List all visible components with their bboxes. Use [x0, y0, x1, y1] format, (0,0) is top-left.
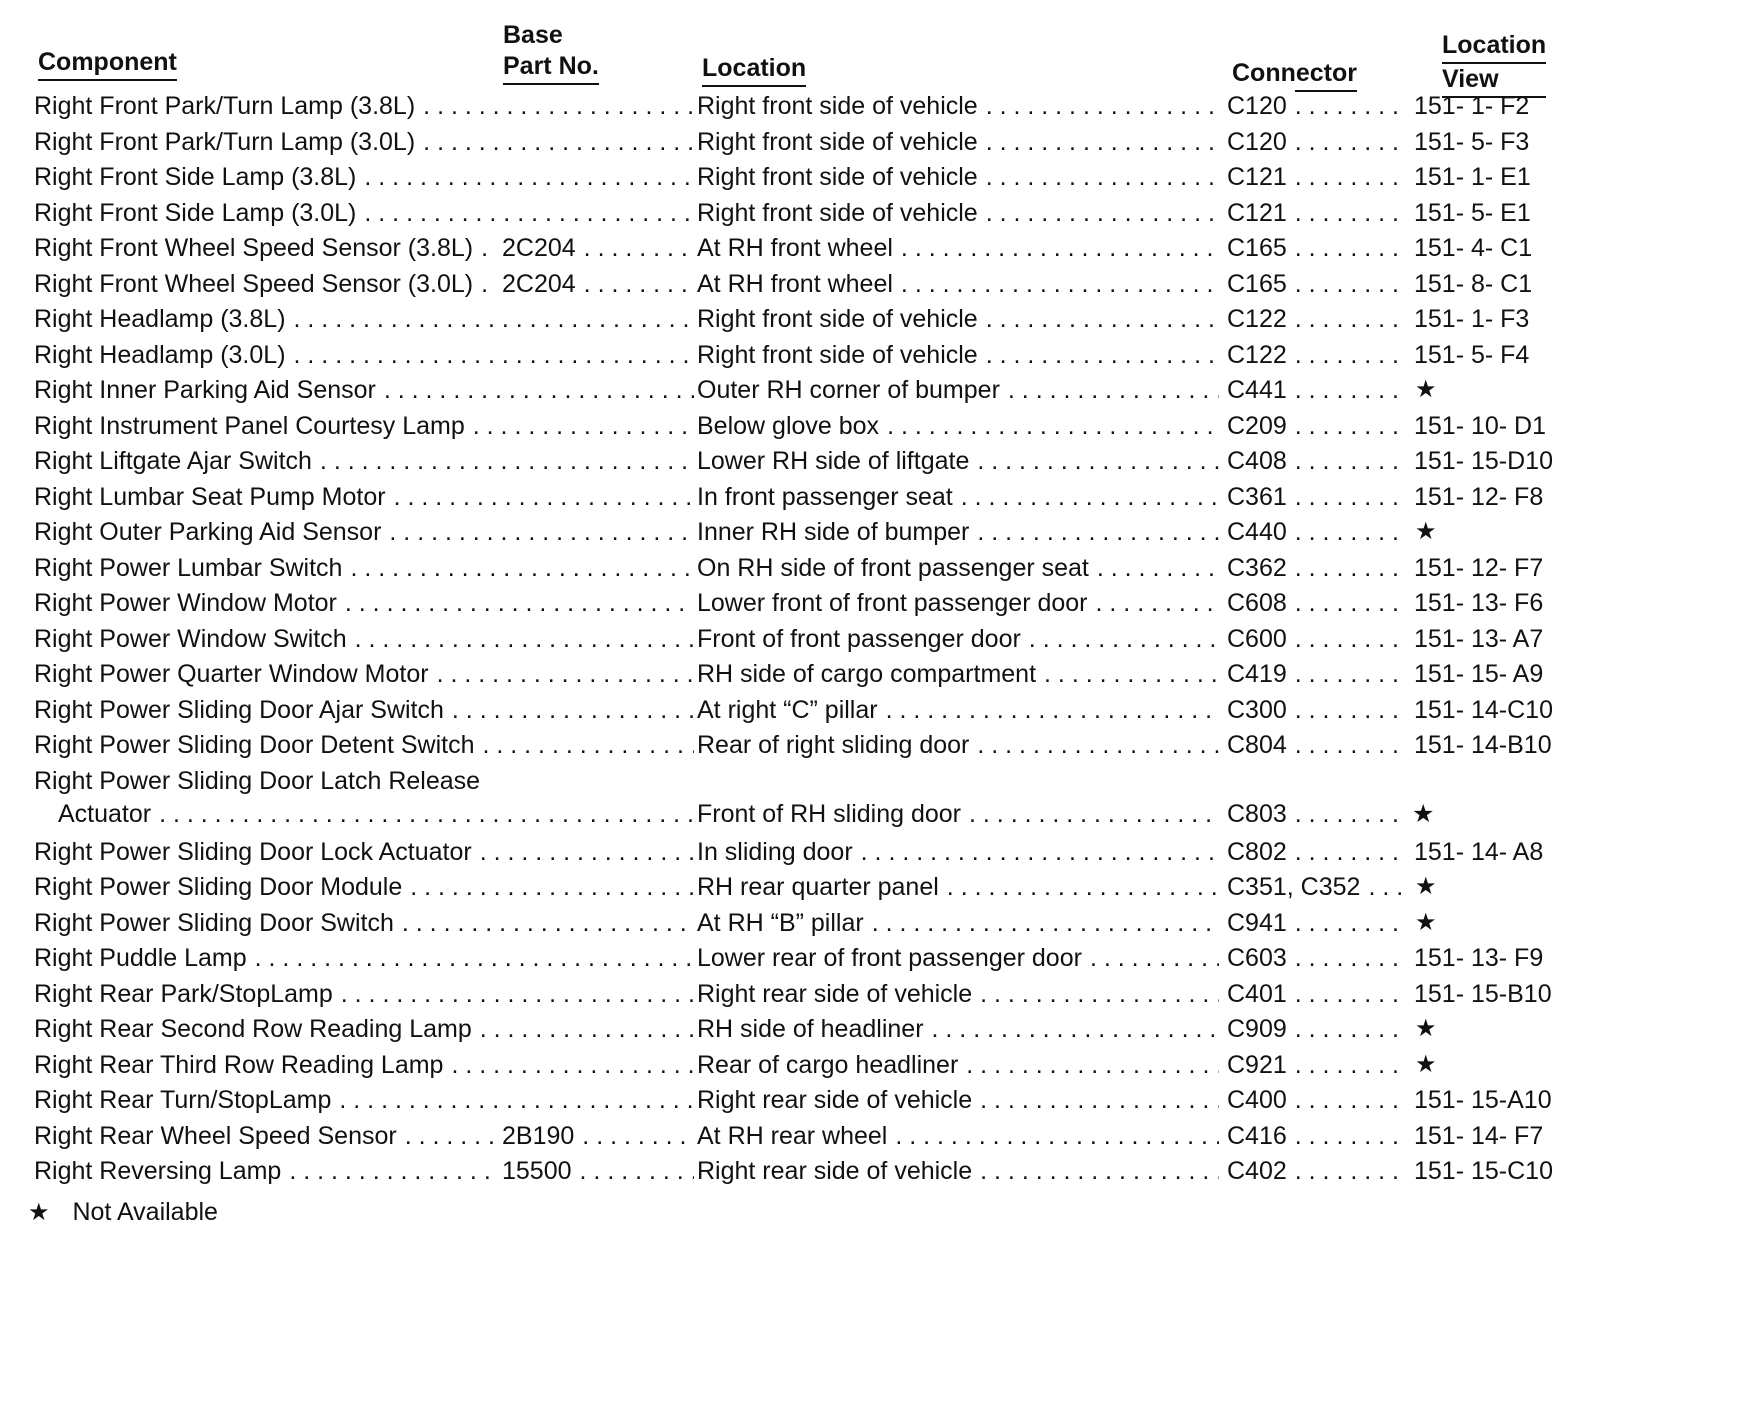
location-text: At RH front wheel [697, 266, 901, 302]
table-row [0, 124, 1744, 160]
component-name: Right Power Sliding Door Ajar Switch [34, 692, 452, 728]
view-cell: 151- 10- D1 [1414, 412, 1547, 440]
connector-id: C603 [1227, 940, 1295, 976]
star-icon: ★ [1415, 376, 1437, 403]
table-row [0, 514, 1744, 550]
connector-cell [1227, 976, 1407, 1012]
location-cell [697, 869, 1219, 905]
part-cell [494, 1118, 694, 1154]
connector-id: C362 [1227, 550, 1295, 586]
component-name: Right Headlamp (3.0L) [34, 337, 294, 373]
table-row [0, 1047, 1744, 1083]
location-text: Right front side of vehicle [697, 88, 986, 124]
component-cell [34, 869, 694, 905]
table-row [0, 479, 1744, 515]
header-location: Location [702, 53, 806, 87]
view-cell: 151- 5- F3 [1414, 128, 1530, 156]
component-cell [34, 88, 694, 124]
location-cell [697, 372, 1219, 408]
view-cell: 151- 14- A8 [1414, 838, 1544, 866]
header-connector: Connector [1232, 58, 1357, 92]
table-row [0, 869, 1744, 905]
component-name: Right Front Side Lamp (3.8L) [34, 159, 364, 195]
view-cell: 151- 15-D10 [1414, 447, 1553, 475]
table-row [0, 408, 1744, 444]
connector-cell [1227, 550, 1407, 586]
star-icon: ★ [1415, 1015, 1437, 1042]
component-cell [34, 656, 694, 692]
star-icon: ★ [28, 1199, 50, 1226]
table-row [0, 834, 1744, 870]
component-name: Right Rear Second Row Reading Lamp [34, 1011, 480, 1047]
location-text: Below glove box [697, 408, 887, 444]
table-row [0, 976, 1744, 1012]
view-cell: 151- 13- A7 [1414, 625, 1544, 653]
component-name: Right Front Park/Turn Lamp (3.0L) [34, 124, 423, 160]
table-row [0, 692, 1744, 728]
component-cell [34, 124, 694, 160]
component-name: Right Power Window Motor [34, 585, 345, 621]
location-text: At RH rear wheel [697, 1118, 895, 1154]
table-row [0, 656, 1744, 692]
location-text: Lower rear of front passenger door [697, 940, 1090, 976]
base-part-no: 2C204 [494, 230, 584, 266]
connector-id: C121 [1227, 159, 1295, 195]
location-text: Right rear side of vehicle [697, 1153, 980, 1189]
location-cell [697, 550, 1219, 586]
location-text: Right rear side of vehicle [697, 976, 980, 1012]
connector-cell [1227, 337, 1407, 373]
connector-id: C909 [1227, 1011, 1295, 1047]
component-name: Right Lumbar Seat Pump Motor [34, 479, 394, 515]
connector-cell [1227, 585, 1407, 621]
component-cell [34, 514, 694, 550]
connector-cell [1227, 796, 1407, 832]
connector-id: C600 [1227, 621, 1295, 657]
location-cell [697, 230, 1219, 266]
component-name: Right Front Wheel Speed Sensor (3.0L) [34, 266, 481, 302]
connector-cell [1227, 1011, 1407, 1047]
connector-cell [1227, 869, 1407, 905]
location-cell [697, 905, 1219, 941]
table-row [0, 337, 1744, 373]
table-row [0, 88, 1744, 124]
component-cell [34, 1082, 694, 1118]
view-cell: 151- 15-B10 [1414, 980, 1552, 1008]
table-row [0, 195, 1744, 231]
component-cell [34, 1153, 494, 1189]
connector-id: C300 [1227, 692, 1295, 728]
component-cell [34, 301, 694, 337]
component-name: Right Power Window Switch [34, 621, 355, 657]
header-base-part-no: Base Part No. [503, 20, 599, 85]
location-cell [697, 1047, 1219, 1083]
connector-id: C120 [1227, 124, 1295, 160]
star-icon: ★ [1415, 518, 1437, 545]
location-text: On RH side of front passenger seat [697, 550, 1097, 586]
connector-cell [1227, 1153, 1407, 1189]
connector-cell [1227, 656, 1407, 692]
connector-id: C803 [1227, 796, 1295, 832]
connector-id: C440 [1227, 514, 1295, 550]
component-name: Right Front Side Lamp (3.0L) [34, 195, 364, 231]
star-icon: ★ [1415, 873, 1437, 900]
table-row [0, 372, 1744, 408]
table-row [0, 159, 1744, 195]
component-name: Right Rear Park/StopLamp [34, 976, 341, 1012]
view-cell: 151- 15-C10 [1414, 1157, 1553, 1185]
component-name: Right Power Sliding Door Detent Switch [34, 727, 482, 763]
location-cell [697, 337, 1219, 373]
location-text: Rear of right sliding door [697, 727, 977, 763]
component-cell [34, 621, 694, 657]
header-component: Component [38, 47, 177, 81]
view-cell: 151- 1- E1 [1414, 163, 1531, 191]
component-cell [34, 195, 694, 231]
table-row [0, 621, 1744, 657]
connector-id: C608 [1227, 585, 1295, 621]
connector-id: C401 [1227, 976, 1295, 1012]
star-icon: ★ [1415, 909, 1437, 936]
location-cell [697, 621, 1219, 657]
component-cell [34, 585, 694, 621]
location-text: Right front side of vehicle [697, 195, 986, 231]
connector-id: C351, C352 [1227, 869, 1368, 905]
header-location-view: Location View [1442, 30, 1546, 98]
location-text: Front of front passenger door [697, 621, 1029, 657]
component-cell [34, 727, 694, 763]
connector-id: C209 [1227, 408, 1295, 444]
location-text: At right “C” pillar [697, 692, 886, 728]
connector-id: C416 [1227, 1118, 1295, 1154]
location-text: RH rear quarter panel [697, 869, 947, 905]
table-row [0, 230, 1744, 266]
star-icon: ★ [1415, 1051, 1437, 1078]
location-cell [697, 1118, 1219, 1154]
location-cell [697, 443, 1219, 479]
location-text: Outer RH corner of bumper [697, 372, 1008, 408]
view-cell: 151- 1- F3 [1414, 305, 1530, 333]
table-row [0, 796, 1744, 832]
view-cell: 151- 4- C1 [1414, 234, 1533, 262]
location-cell [697, 692, 1219, 728]
view-cell: 151- 13- F9 [1414, 944, 1544, 972]
connector-cell [1227, 124, 1407, 160]
component-name: Right Power Sliding Door Module [34, 869, 410, 905]
component-cell [34, 372, 694, 408]
connector-id: C402 [1227, 1153, 1295, 1189]
connector-cell [1227, 159, 1407, 195]
component-name: Right Power Sliding Door Lock Actuator [34, 834, 480, 870]
component-cell [34, 905, 694, 941]
component-cell [58, 796, 694, 832]
connector-cell [1227, 727, 1407, 763]
connector-cell [1227, 834, 1407, 870]
component-name: Right Front Park/Turn Lamp (3.8L) [34, 88, 423, 124]
view-cell: 151- 8- C1 [1414, 270, 1533, 298]
footnote-text: Not Available [72, 1198, 218, 1226]
component-cell [34, 408, 694, 444]
connector-cell [1227, 1047, 1407, 1083]
table-row [0, 1118, 1744, 1154]
connector-cell [1227, 1082, 1407, 1118]
table-row [0, 727, 1744, 763]
component-cell [34, 443, 694, 479]
component-name: Right Power Sliding Door Latch Release [34, 767, 481, 795]
connector-id: C408 [1227, 443, 1295, 479]
location-text: In sliding door [697, 834, 861, 870]
component-cell [34, 550, 694, 586]
component-cell [34, 337, 694, 373]
location-cell [697, 88, 1219, 124]
location-text: Right front side of vehicle [697, 337, 986, 373]
component-name: Right Rear Turn/StopLamp [34, 1082, 339, 1118]
connector-cell [1227, 479, 1407, 515]
table-row [0, 301, 1744, 337]
view-cell: 151- 14-C10 [1414, 696, 1553, 724]
table-row [0, 940, 1744, 976]
component-cell [34, 1011, 694, 1047]
connector-cell [1227, 301, 1407, 337]
component-name: Right Front Wheel Speed Sensor (3.8L) [34, 230, 481, 266]
location-text: Right front side of vehicle [697, 301, 986, 337]
view-cell: 151- 5- F4 [1414, 341, 1530, 369]
view-cell: 151- 15- A9 [1414, 660, 1544, 688]
view-cell: 151- 13- F6 [1414, 589, 1544, 617]
table-row [0, 1011, 1744, 1047]
connector-cell [1227, 621, 1407, 657]
connector-cell [1227, 230, 1407, 266]
component-cell [34, 976, 694, 1012]
location-cell [697, 940, 1219, 976]
location-text: Inner RH side of bumper [697, 514, 977, 550]
location-cell [697, 585, 1219, 621]
location-text: Lower RH side of liftgate [697, 443, 977, 479]
component-cell [34, 940, 694, 976]
table-row [0, 443, 1744, 479]
connector-cell [1227, 372, 1407, 408]
view-cell: 151- 14-B10 [1414, 731, 1552, 759]
component-name: Right Power Quarter Window Motor [34, 656, 437, 692]
location-text: In front passenger seat [697, 479, 961, 515]
location-text: At RH front wheel [697, 230, 901, 266]
connector-cell [1227, 443, 1407, 479]
location-cell [697, 976, 1219, 1012]
connector-id: C122 [1227, 337, 1295, 373]
component-cell [34, 479, 694, 515]
component-cell [34, 1118, 494, 1154]
part-cell [494, 266, 694, 302]
location-text: At RH “B” pillar [697, 905, 872, 941]
connector-id: C419 [1227, 656, 1295, 692]
connector-cell [1227, 514, 1407, 550]
part-cell [494, 1153, 694, 1189]
location-cell [697, 195, 1219, 231]
location-cell [697, 1153, 1219, 1189]
footnote [28, 1194, 218, 1231]
table-row [0, 1082, 1744, 1118]
table-row [0, 905, 1744, 941]
connector-id: C122 [1227, 301, 1295, 337]
location-text: Front of RH sliding door [697, 796, 969, 832]
component-cell [34, 159, 694, 195]
table-row [0, 763, 1744, 799]
location-cell [697, 124, 1219, 160]
component-cell [34, 692, 694, 728]
connector-id: C921 [1227, 1047, 1295, 1083]
connector-id: C441 [1227, 372, 1295, 408]
base-part-no: 15500 [494, 1153, 580, 1189]
table-row [0, 266, 1744, 302]
connector-id: C165 [1227, 266, 1295, 302]
component-name: Right Power Sliding Door Switch [34, 905, 402, 941]
location-cell [697, 727, 1219, 763]
connector-id: C165 [1227, 230, 1295, 266]
component-cell [34, 230, 494, 266]
connector-cell [1227, 940, 1407, 976]
view-cell: 151- 12- F8 [1414, 483, 1544, 511]
component-name: Right Inner Parking Aid Sensor [34, 372, 384, 408]
base-part-no: 2B190 [494, 1118, 582, 1154]
location-cell [697, 514, 1219, 550]
view-cell: 151- 5- E1 [1414, 199, 1531, 227]
location-text: Right front side of vehicle [697, 124, 986, 160]
connector-id: C804 [1227, 727, 1295, 763]
location-text: Rear of cargo headliner [697, 1047, 966, 1083]
connector-cell [1227, 1118, 1407, 1154]
connector-cell [1227, 88, 1407, 124]
location-text: Right front side of vehicle [697, 159, 986, 195]
location-cell [697, 479, 1219, 515]
component-cell [34, 834, 694, 870]
view-cell: 151- 12- F7 [1414, 554, 1544, 582]
connector-cell [1227, 408, 1407, 444]
view-cell: 151- 1- F2 [1414, 92, 1530, 120]
connector-id: C400 [1227, 1082, 1295, 1118]
connector-cell [1227, 905, 1407, 941]
component-name: Right Rear Third Row Reading Lamp [34, 1047, 451, 1083]
component-name: Right Reversing Lamp [34, 1153, 289, 1189]
location-cell [697, 656, 1219, 692]
location-cell [697, 1082, 1219, 1118]
view-cell: ★ [1412, 800, 1435, 828]
view-cell: 151- 14- F7 [1414, 1122, 1544, 1150]
part-cell [494, 230, 694, 266]
table-row [0, 550, 1744, 586]
location-cell [697, 266, 1219, 302]
location-cell [697, 834, 1219, 870]
connector-cell [1227, 266, 1407, 302]
connector-id: C802 [1227, 834, 1295, 870]
view-cell: 151- 15-A10 [1414, 1086, 1552, 1114]
location-text: RH side of headliner [697, 1011, 932, 1047]
table-row [0, 1153, 1744, 1189]
component-name: Right Power Lumbar Switch [34, 550, 350, 586]
component-name: Actuator [58, 796, 159, 832]
component-name: Right Instrument Panel Courtesy Lamp [34, 408, 473, 444]
location-cell [697, 301, 1219, 337]
component-name: Right Liftgate Ajar Switch [34, 443, 320, 479]
component-name: Right Outer Parking Aid Sensor [34, 514, 389, 550]
component-name: Right Headlamp (3.8L) [34, 301, 294, 337]
location-text: RH side of cargo compartment [697, 656, 1044, 692]
location-cell [697, 408, 1219, 444]
table-row [0, 585, 1744, 621]
location-text: Lower front of front passenger door [697, 585, 1096, 621]
component-name: Right Puddle Lamp [34, 940, 255, 976]
location-cell [697, 159, 1219, 195]
location-cell [697, 796, 1219, 832]
connector-id: C121 [1227, 195, 1295, 231]
connector-id: C120 [1227, 88, 1295, 124]
component-cell [34, 1047, 694, 1083]
connector-cell [1227, 195, 1407, 231]
component-cell [34, 266, 494, 302]
component-name: Right Rear Wheel Speed Sensor [34, 1118, 405, 1154]
location-cell [697, 1011, 1219, 1047]
base-part-no: 2C204 [494, 266, 584, 302]
connector-id: C361 [1227, 479, 1295, 515]
connector-id: C941 [1227, 905, 1295, 941]
connector-cell [1227, 692, 1407, 728]
location-text: Right rear side of vehicle [697, 1082, 980, 1118]
